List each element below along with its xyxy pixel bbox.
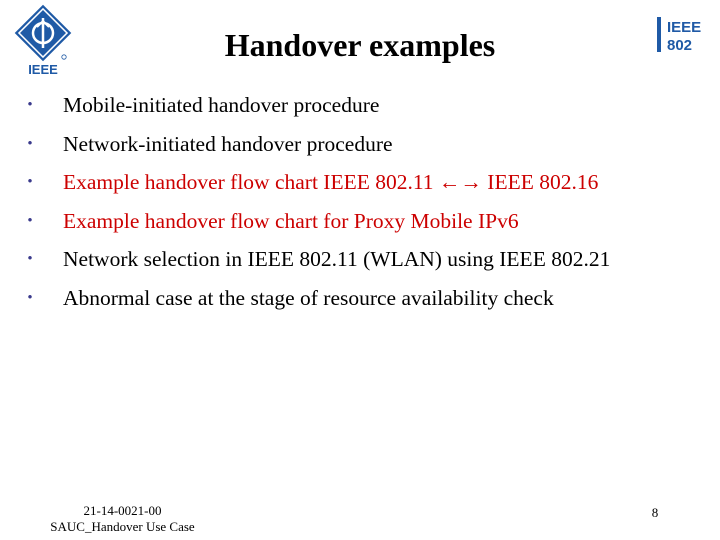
bullet-icon: • bbox=[27, 97, 33, 113]
bullet-text: Example handover flow chart IEEE 802.11 ←→ IEEE 802.16 bbox=[63, 170, 599, 194]
bullet-text: Abnormal case at the stage of resource availability check bbox=[63, 285, 554, 310]
list-item bbox=[22, 240, 712, 279]
bullet-icon: • bbox=[27, 212, 33, 229]
bullet-icon: • bbox=[27, 251, 33, 267]
list-item bbox=[22, 202, 712, 241]
page-title: Handover examples bbox=[224, 27, 496, 63]
bullet-icon: • bbox=[27, 135, 33, 152]
ieee-802-logo-line2: 802 bbox=[667, 37, 693, 54]
page-number: 8 bbox=[651, 505, 659, 520]
bullet-icon: • bbox=[27, 289, 33, 306]
footer-doc-name: SAUC_Handover Use Case bbox=[50, 519, 195, 534]
bullet-list bbox=[22, 86, 712, 317]
list-item bbox=[22, 86, 712, 125]
list-item bbox=[22, 163, 712, 202]
bullet-text: Example handover flow chart for Proxy Mobile IPv6 bbox=[63, 208, 519, 233]
ieee-802-logo-line1: IEEE bbox=[667, 19, 702, 36]
ieee-logo-text: IEEE bbox=[28, 62, 58, 77]
bullet-text: Network selection in IEEE 802.11 (WLAN) using IEEE 802.21 bbox=[63, 247, 611, 271]
bullet-text: Network-initiated handover procedure bbox=[63, 131, 393, 156]
footer-doc-info bbox=[40, 503, 205, 535]
ieee-802-logo-icon bbox=[655, 14, 705, 56]
list-item bbox=[22, 279, 712, 318]
bullet-icon: • bbox=[27, 174, 33, 190]
footer-doc-number: 21-14-0021-00 bbox=[83, 503, 162, 518]
bullet-text: Mobile-initiated handover procedure bbox=[63, 93, 380, 117]
list-item bbox=[22, 125, 712, 164]
